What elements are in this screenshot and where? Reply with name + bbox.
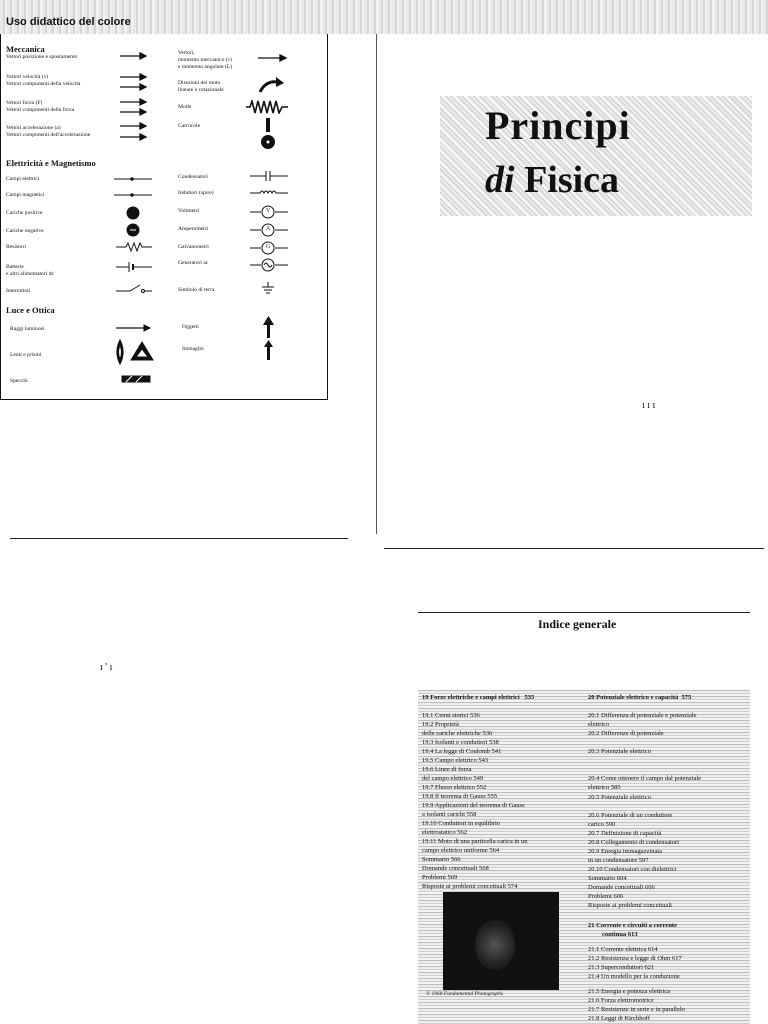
toc-entry: 21.3 Superconduttori 621 [588, 964, 655, 971]
chapter-page: 575 [681, 694, 692, 701]
curved-motion-arrow-icon [256, 76, 286, 96]
legend-label: Specchi [10, 378, 28, 384]
toc-entry: 20.2 Differenze di potenziale [588, 730, 664, 737]
photo-caption: © 1968 Fundamental Photographs [426, 991, 504, 997]
chapter-20-title [588, 694, 691, 702]
toc-entry: 21.2 Resistenza e legge di Ohm 617 [588, 955, 682, 962]
legend-label: Interruttori [6, 288, 31, 294]
legend-label: Oggetti [182, 324, 199, 330]
toc-entry: 20.3 Potenziale elettrico [588, 748, 651, 755]
toc-entry: Domande concettuali 568 [422, 865, 489, 872]
section-elettricita: Elettricità e Magnetismo [6, 158, 96, 168]
legend-label: Campi elettrici [6, 176, 40, 182]
chapter-21-title: 21 Corrente e circuiti a corrente [588, 922, 677, 929]
toc-entry: Risposte ai problemi concettuali [588, 902, 672, 909]
legend-label: Lenti e prismi [10, 352, 42, 358]
legend-label: Carrucole [178, 123, 201, 129]
legend-label: Vettori velocità (v) Vettori componenti della velocità [6, 74, 81, 87]
toc-entry: Problemi 569 [422, 874, 458, 881]
instrument-symbols-icon [248, 168, 290, 296]
index-heading: Indice generale [538, 617, 617, 631]
chapter-19-title [422, 694, 534, 702]
mid-left-rule [10, 538, 348, 539]
bottom-left-ticks: ı ' ı [100, 662, 113, 673]
toc-entry: 21.4 Un modello per la conduzione [588, 973, 680, 980]
legend-label: Induttori (spire) [178, 190, 214, 196]
index-top-rule [418, 612, 750, 613]
legend-label: Molle [178, 104, 192, 110]
book-title-fisica: Fisica [524, 159, 620, 201]
vector-arrows-icon [118, 50, 148, 130]
toc-entry: a isolanti carichi 558 [422, 811, 477, 818]
legend-label: Cariche positive [6, 210, 43, 216]
spring-icon [244, 100, 290, 114]
chapter-21-title-cont: continua 613 [602, 931, 638, 938]
photo-highlight [475, 920, 515, 970]
legend-label: Immagini [182, 346, 204, 352]
voltmeter-letter: V [266, 208, 271, 214]
toc-entry: 20.5 Potenziale elettrico [588, 794, 651, 801]
toc-entry: 19.11 Moto di una particella carica in un [422, 838, 528, 845]
toc-entry: 19.9 Applicazioni del teorema di Gauss [422, 802, 525, 809]
galvanometer-letter: G [266, 244, 271, 250]
toc-entry: 19.3 Isolanti e conduttori 538 [422, 739, 499, 746]
electric-symbols-icon [112, 170, 156, 300]
chapter-page: 535 [524, 694, 535, 701]
legend-label: Campi magnetici [6, 192, 45, 198]
acceleration-arrow-icon [118, 130, 148, 144]
toc-entry: Risposte ai problemi concettuali 574 [422, 883, 518, 890]
toc-entry: Sommario 604 [588, 875, 627, 882]
toc-entry: 21.1 Corrente elettrica 614 [588, 946, 658, 953]
toc-entry: delle cariche elettriche 536 [422, 730, 493, 737]
toc-entry: 19.6 Linee di forza [422, 766, 472, 773]
color-legend-panel [0, 0, 328, 400]
toc-entry: campo elettrico uniforme 564 [422, 847, 500, 854]
object-image-arrows-icon [262, 316, 276, 362]
toc-entry: Problemi 606 [588, 893, 624, 900]
toc-entry: 20.9 Energia immagazzinata [588, 848, 663, 855]
book-title-line1: Principi [485, 103, 631, 148]
toc-entry: 20.7 Definizione di capacità [588, 830, 662, 837]
toc-entry: 21.6 Forza elettromotrice [588, 997, 654, 1004]
toc-entry: 19.8 Il teorema di Gauss 555 [422, 793, 498, 800]
toc-entry: 20.6 Potenziale di un conduttore [588, 812, 673, 819]
toc-entry: 19.10 Conduttori in equilibrio [422, 820, 500, 827]
toc-entry: del campo elettrico 549 [422, 775, 484, 782]
toc-entry: 19.4 La legge di Coulomb 541 [422, 748, 502, 755]
legend-label: Condensatori [178, 174, 208, 180]
legend-label: Batterie e altri alimentatori dc [6, 264, 54, 277]
book-title-line2 [485, 158, 619, 202]
pulley-icon [258, 118, 278, 152]
legend-label: Voltmetri [178, 208, 200, 214]
book-title-di: di [485, 159, 515, 201]
legend-label: Galvanometri [178, 244, 209, 250]
legend-label: Direzioni del moto lineare o rotazionale [178, 80, 224, 93]
legend-label: Cariche negative [6, 228, 44, 234]
toc-entry: 20.10 Condensatori con dielettrici [588, 866, 677, 873]
legend-label: Simbolo di terra [178, 287, 215, 293]
legend-label: Resistori [6, 244, 26, 250]
toc-entry: elettrostatico 562 [422, 829, 467, 836]
legend-label: Generatori ac [178, 260, 209, 266]
legend-label: Vettori posizione e spostamento [6, 54, 78, 60]
legend-label: Amperometri [178, 226, 209, 232]
toc-entry: 21.5 Energia e potenza elettrica [588, 988, 670, 995]
chapter-title: 19 Forze elettriche e campi elettrici [422, 694, 520, 701]
title-page-ticks: ı ı ı [642, 400, 656, 411]
toc-entry: 19.7 Flusso elettrico 552 [422, 784, 487, 791]
legend-title: Uso didattico del colore [6, 16, 131, 28]
legend-label: Vettori accelerazione (a) Vettori componenti dell'accelerazione [6, 125, 91, 138]
chapter-title: 20 Potenziale elettrico e capacità [588, 694, 679, 701]
toc-entry: 20.1 Differenza di potenziale e potenziale [588, 712, 697, 719]
legend-label: Vettori forza (F) Vettori componenti della forza [6, 100, 75, 113]
toc-entry: 21.8 Leggi di Kirchhoff [588, 1015, 650, 1022]
section-meccanica: Meccanica [6, 44, 45, 54]
legend-label: Vettori, momento meccanico (τ) e momento angolare (L) [178, 50, 233, 70]
toc-entry: carico 590 [588, 821, 616, 828]
section-luce: Luce e Ottica [6, 305, 55, 315]
toc-entry: elettrico [588, 721, 610, 728]
toc-entry: 19.5 Campo elettrico 543 [422, 757, 489, 764]
torque-arrow-icon [256, 52, 288, 64]
toc-entry: 21.7 Resistenze in serie e in parallelo [588, 1006, 685, 1013]
mid-right-rule [384, 548, 764, 549]
ammeter-letter: A [266, 226, 271, 232]
toc-entry: Domande concettuali 606 [588, 884, 655, 891]
toc-entry: 19.1 Cenni storici 536 [422, 712, 480, 719]
optics-symbols-icon [112, 318, 158, 386]
spine-top [376, 8, 377, 534]
toc-entry: in un condensatore 597 [588, 857, 649, 864]
toc-entry: elettrico 585 [588, 784, 621, 791]
legend-label: Raggi luminosi [10, 326, 45, 332]
toc-entry: Sommario 566 [422, 856, 461, 863]
toc-entry: 20.8 Collegamento di condensatori [588, 839, 679, 846]
toc-entry: 20.4 Come ottenere il campo dal potenziale [588, 775, 702, 782]
toc-entry: 19.2 Proprietà [422, 721, 459, 728]
